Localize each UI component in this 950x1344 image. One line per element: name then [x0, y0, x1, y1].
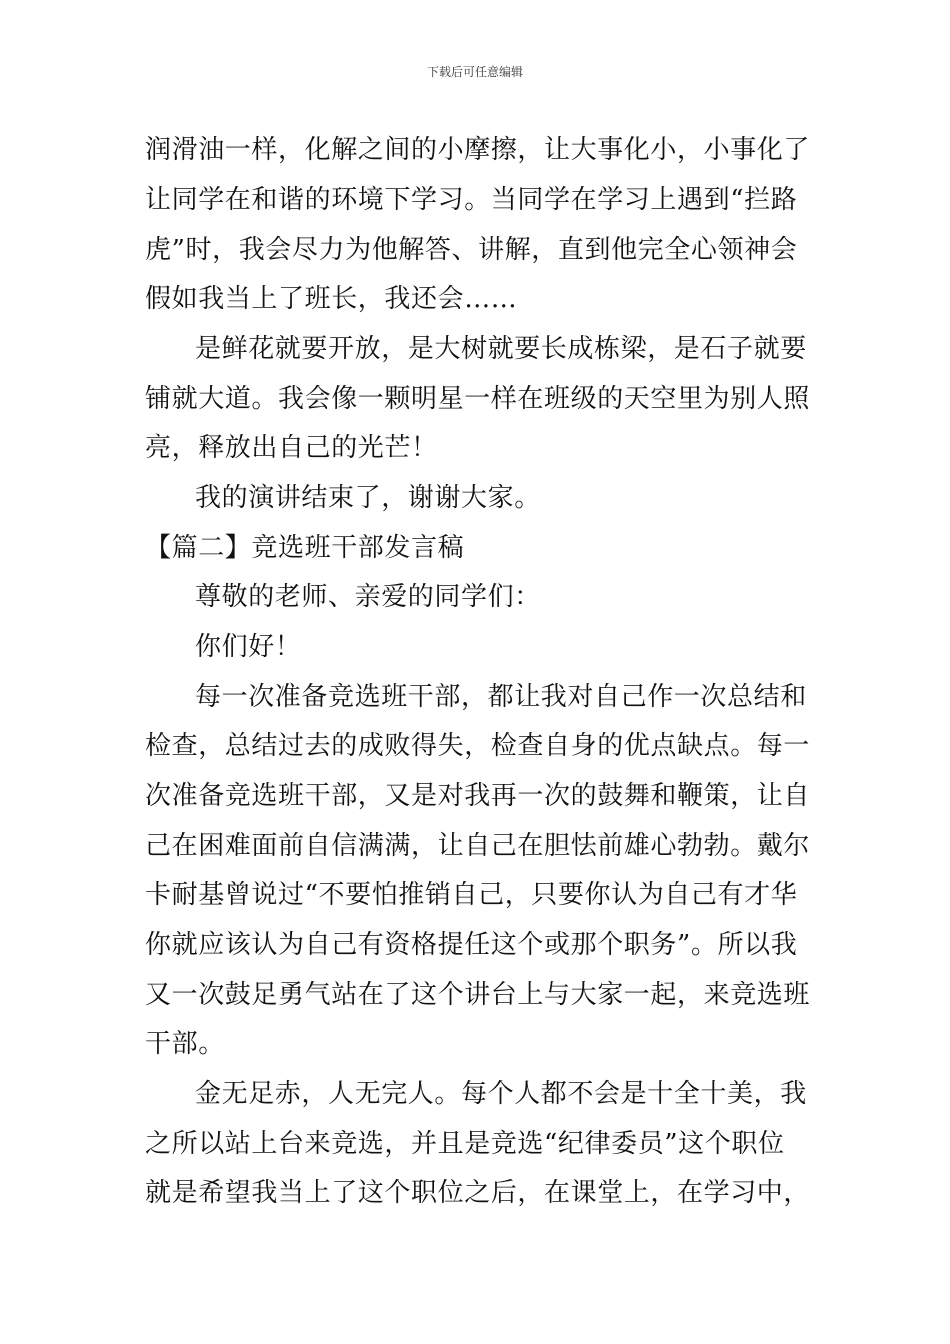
text-line: 干部。	[145, 1029, 225, 1059]
text-line: 虎”时，我会尽力为他解答、讲解，直到他完全心领神会	[145, 235, 798, 265]
text-line: 卡耐基曾说过“不要怕推销自己，只要你认为自己有才华	[145, 880, 798, 910]
text-line: 我的演讲结束了，谢谢大家。	[195, 483, 541, 513]
text-line: 铺就大道。我会像一颗明星一样在班级的天空里为别人照	[145, 384, 810, 414]
text-line: 你就应该认为自己有资格提任这个或那个职务”。所以我	[145, 930, 798, 960]
text-line: 每一次准备竞选班干部，都让我对自己作一次总结和	[195, 682, 807, 712]
text-line: 之所以站上台来竞选，并且是竞选“纪律委员”这个职位	[145, 1129, 785, 1159]
text-line: 次准备竞选班干部，又是对我再一次的鼓舞和鞭策，让自	[145, 781, 810, 811]
text-line: 亮，释放出自己的光芒！	[145, 433, 438, 463]
text-line: 就是希望我当上了这个职位之后，在课堂上，在学习中，	[145, 1178, 810, 1208]
section-heading: 【篇二】竞选班干部发言稿	[145, 533, 465, 563]
text-line: 是鲜花就要开放，是大树就要长成栋梁，是石子就要	[195, 334, 807, 364]
greeting: 你们好！	[195, 632, 302, 662]
salutation: 尊敬的老师、亲爱的同学们：	[195, 582, 541, 612]
text-line: 金无足赤，人无完人。每个人都不会是十全十美，我	[195, 1079, 807, 1109]
text-line: 己在困难面前自信满满，让自己在胆怯前雄心勃勃。戴尔	[145, 831, 810, 861]
page-header: 下载后可任意编辑	[426, 65, 523, 79]
text-line: 润滑油一样，化解之间的小摩擦，让大事化小，小事化了	[145, 135, 810, 165]
text-line: 假如我当上了班长，我还会……	[145, 284, 518, 314]
text-line: 检查，总结过去的成败得失，检查自身的优点缺点。每一	[145, 731, 810, 761]
text-line: 让同学在和谐的环境下学习。当同学在学习上遇到“拦路	[145, 185, 798, 215]
text-line: 又一次鼓足勇气站在了这个讲台上与大家一起，来竞选班	[145, 980, 810, 1010]
